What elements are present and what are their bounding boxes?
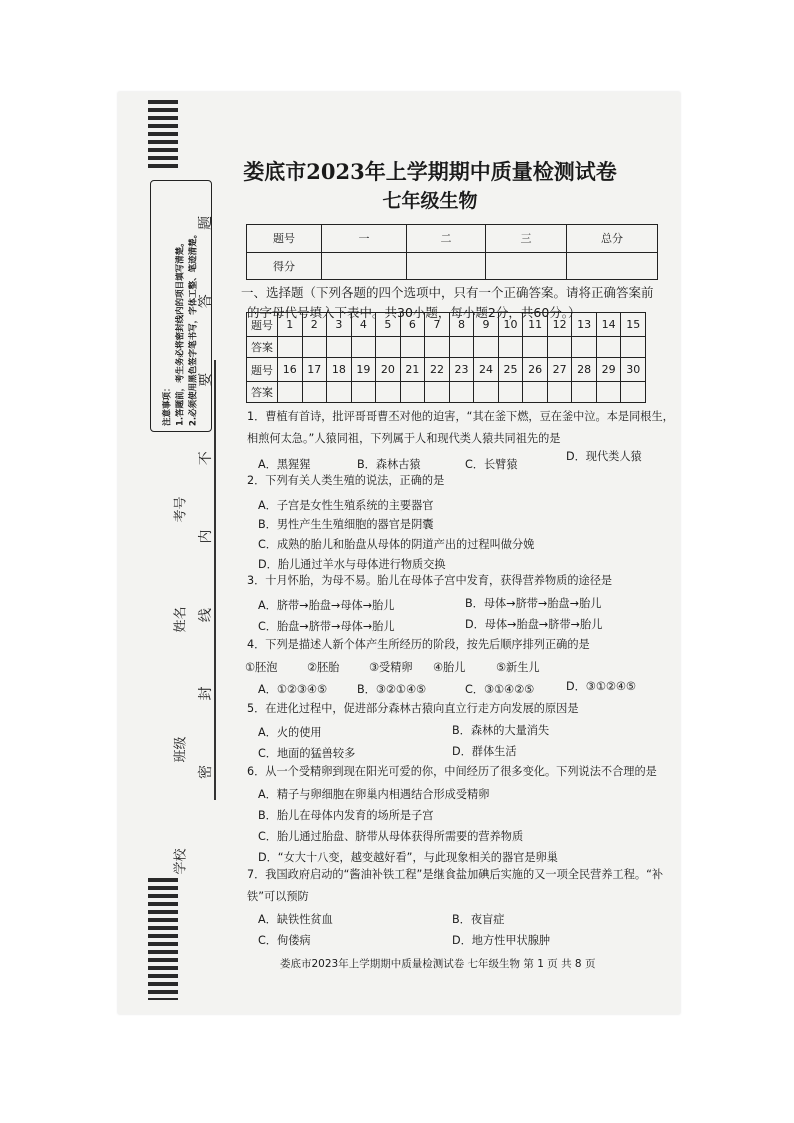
answer-cell [596,337,621,358]
answer-cell [449,382,474,403]
option-c: C．长臂猿 [465,458,518,471]
option-b: B．男性产生生殖细胞的器官是阴囊 [258,518,434,531]
section-heading-line-2: 的字母代号填入下表中。共30小题，每小题2分，共60分。） [247,305,581,320]
answer-cell [400,382,425,403]
score-row-label: 得分 [247,252,322,280]
question-2: 2．下列有关人类生殖的说法，正确的是 [247,474,445,487]
answer-cell [449,337,474,358]
answer-cell [376,382,401,403]
question-number: 9 [474,313,499,337]
answer-cell [547,382,572,403]
answer-grid [246,312,646,403]
option-c: C．地面的猛兽较多 [258,747,356,760]
answer-cell [400,337,425,358]
option-b: B．母体→脐带→胎盘→胎儿 [465,597,602,610]
page-footer: 娄底市2023年上学期期中质量检测试卷 七年级生物 第 1 页 共 8 页 [280,958,596,970]
question-number: 21 [400,358,425,382]
question-number: 3 [327,313,352,337]
answer-cell [498,337,523,358]
answer-cell [523,382,548,403]
option-a: A．子宫是女性生殖系统的主要器官 [258,499,434,512]
option-a: A．火的使用 [258,726,322,739]
score-cell [567,252,658,280]
answer-cell [425,337,450,358]
answer-grid-label: 答案 [247,337,278,358]
score-header: 三 [486,225,567,253]
answer-cell [572,382,597,403]
question-number: 16 [278,358,303,382]
answer-cell [302,382,327,403]
answer-cell [572,337,597,358]
label-class: 班级 [173,736,189,763]
question-number: 4 [351,313,376,337]
answer-cell [351,337,376,358]
answer-cell [621,337,646,358]
question-number: 12 [547,313,572,337]
answer-cell [547,337,572,358]
question-1 [247,406,674,450]
option-c: C．胎盘→脐带→母体→胎儿 [258,620,395,633]
notice-line-1: 1.答题前，考生务必将密封线内的项目填写清楚。 [175,238,186,426]
option-a: A．缺铁性贫血 [258,913,333,926]
question-stem: 铁”可以预防 [247,890,309,903]
label-school: 学校 [173,848,189,875]
question-number: 1 [278,313,303,337]
question-number: 13 [572,313,597,337]
answer-cell [474,337,499,358]
answer-cell [376,337,401,358]
question-stem: 1．曹植有首诗，批评哥哥曹丕对他的迫害，“其在釜下燃，豆在釜中泣。本是同根生， [247,410,674,423]
option-a: A．精子与卵细胞在卵巢内相遇结合形成受精卵 [258,788,490,801]
notice-heading: 注意事项： [162,383,173,426]
option-c: C．佝偻病 [258,934,311,947]
binding-stripe-top [148,100,178,172]
answer-grid-label: 答案 [247,382,278,403]
score-table [246,224,658,280]
question-6: 6．从一个受精卵到现在阳光可爱的你，中间经历了很多变化。下列说法不合理的是 [247,765,657,778]
option-d: D．群体生活 [452,745,517,758]
question-4: 4．下列是描述人新个体产生所经历的阶段，按先后顺序排列正确的是 [247,638,590,651]
option-d: D．现代类人猿 [566,450,642,463]
score-header: 一 [322,225,407,253]
question-number: 2 [302,313,327,337]
question-number: 23 [449,358,474,382]
option-b: B．胎儿在母体内发育的场所是子宫 [258,809,434,822]
exam-title: 娄底市2023年上学期期中质量检测试卷 [243,159,617,184]
question-number: 25 [498,358,523,382]
question-7 [247,864,664,908]
option-b: B．③②①④⑤ [357,683,427,696]
question-number: 14 [596,313,621,337]
score-header: 二 [407,225,486,253]
question-number: 29 [596,358,621,382]
question-number: 17 [302,358,327,382]
score-header: 总分 [567,225,658,253]
option-d: D．胎儿通过羊水与母体进行物质交换 [258,558,446,571]
sequence-item: ①胚泡 [245,661,278,674]
answer-grid-label: 题号 [247,358,278,382]
question-number: 10 [498,313,523,337]
answer-cell [278,337,303,358]
question-number: 28 [572,358,597,382]
question-number: 18 [327,358,352,382]
answer-cell [621,382,646,403]
notice-line-2: 2.必须使用黑色签字笔书写，字体工整、笔迹清楚。 [188,229,199,426]
sequence-item: ②胚胎 [307,661,340,674]
option-c: C．③①④②⑤ [465,683,535,696]
question-number: 22 [425,358,450,382]
option-d: D．母体→胎盘→脐带→胎儿 [465,618,603,631]
sequence-item: ③受精卵 [369,661,413,674]
question-3: 3．十月怀胎，为母不易。胎儿在母体子宫中发育，获得营养物质的途径是 [247,574,613,587]
question-number: 26 [523,358,548,382]
option-a: A．①②③④⑤ [258,683,327,696]
section-heading-line-1: 一、选择题（下列各题的四个选项中，只有一个正确答案。请将正确答案前 [241,285,654,300]
option-d: D．地方性甲状腺肿 [452,934,551,947]
question-number: 11 [523,313,548,337]
question-number: 8 [449,313,474,337]
binding-stripe-bottom [148,878,178,1000]
answer-cell [327,382,352,403]
option-b: B．森林的大量消失 [452,724,550,737]
score-header: 题号 [247,225,322,253]
sealed-text: 密 封 线 内 不 要 答 题 [198,185,214,779]
score-cell [407,252,486,280]
answer-cell [351,382,376,403]
answer-cell [327,337,352,358]
score-cell [486,252,567,280]
question-number: 6 [400,313,425,337]
option-c: C．胎儿通过胎盘、脐带从母体获得所需要的营养物质 [258,830,524,843]
option-d: D．“女大十八变，越变越好看”，与此现象相关的器官是卵巢 [258,851,558,864]
answer-cell [302,337,327,358]
question-number: 27 [547,358,572,382]
score-cell [322,252,407,280]
option-b: B．夜盲症 [452,913,505,926]
option-d: D．③①②④⑤ [566,680,636,693]
question-number: 30 [621,358,646,382]
option-a: A．脐带→胎盘→母体→胎儿 [258,599,395,612]
question-number: 15 [621,313,646,337]
option-a: A．黑猩猩 [258,458,311,471]
option-c: C．成熟的胎儿和胎盘从母体的阴道产出的过程叫做分娩 [258,538,535,551]
answer-cell [596,382,621,403]
question-stem: 7．我国政府启动的“酱油补铁工程”是继食盐加碘后实施的又一项全民营养工程。“补 [247,868,664,881]
label-name: 姓名 [173,606,189,633]
answer-grid-label: 题号 [247,313,278,337]
question-5: 5．在进化过程中，促进部分森林古猿向直立行走方向发展的原因是 [247,702,579,715]
answer-cell [278,382,303,403]
exam-subtitle: 七年级生物 [382,190,478,212]
answer-cell [498,382,523,403]
question-number: 20 [376,358,401,382]
question-number: 7 [425,313,450,337]
sequence-item: ④胎儿 [433,661,466,674]
question-number: 5 [376,313,401,337]
answer-cell [474,382,499,403]
answer-cell [523,337,548,358]
label-exam-no: 考号 [173,496,189,523]
question-stem: 相煎何太急。”人猿同祖，下列属于人和现代类人猿共同祖先的是 [247,432,561,445]
option-b: B．森林古猿 [357,458,421,471]
sequence-item: ⑤新生儿 [496,661,540,674]
answer-cell [425,382,450,403]
question-number: 24 [474,358,499,382]
question-number: 19 [351,358,376,382]
